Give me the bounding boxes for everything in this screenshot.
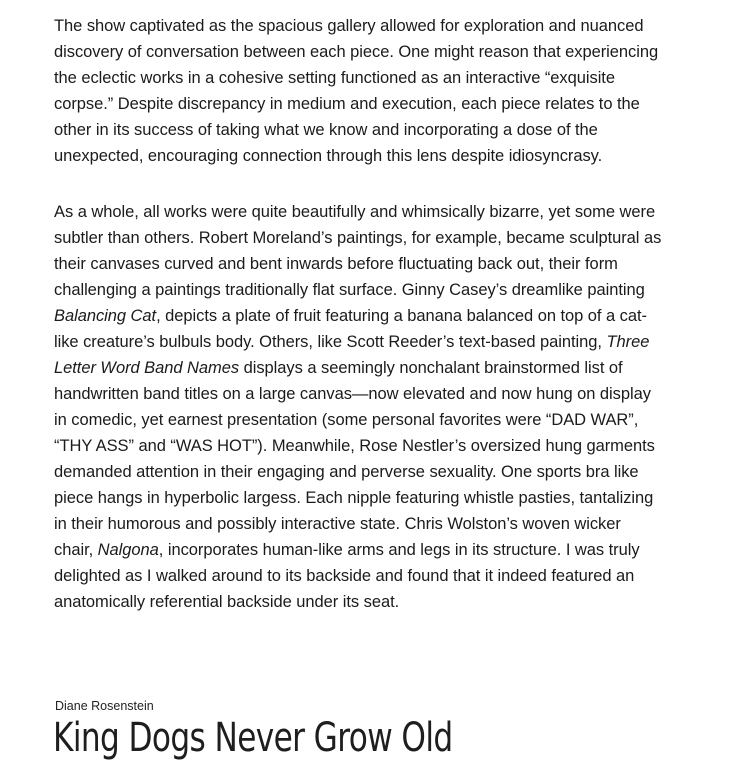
artwork-title-balancing-cat: Balancing Cat — [54, 307, 157, 325]
paragraph-2-text-1: As a whole, all works were quite beautifully and whimsically bizarre, yet some were subtler than others. Robert Moreland’s paintings, for example, became sculptural as their canvases curved and bent inwards before fluctuating back out, their form challenging a paintings traditionally flat surface. Ginny Casey’s dreamlike painting — [54, 203, 662, 299]
paragraph-2-text-3: displays a seemingly nonchalant brainstormed list of handwritten band titles on a large canvas—now elevated and now hung on display in comedic, yet earnest presentation (some personal favorites were “DAD WAR”, “THY ASS” and “WAS HOT”). Meanwhile, Rose Nestler’s oversized hung garments demanded attention in their engaging and perverse sexuality. One sports bra like piece hangs in hyperbolic largess. Each nipple featuring whistle pasties, tantalizing in their humorous and possibly interactive state. Chris Wolston’s woven wicker chair, — [54, 359, 655, 559]
next-post-title[interactable]: King Dogs Never Grow Old — [53, 715, 453, 761]
article-paragraph-2 — [54, 199, 664, 615]
paragraph-2-text-2: , depicts a plate of fruit featuring a banana balanced on top of a cat-like creature’s bulbuls body. Others, like Scott Reeder’s text-based painting, — [54, 307, 647, 351]
artwork-title-nalgona: Nalgona — [97, 541, 159, 559]
artwork-title-three-letter-word-band-names: Three Letter Word Band Names — [54, 333, 650, 377]
article-body — [54, 13, 664, 615]
next-post-author[interactable]: Diane Rosenstein — [55, 699, 154, 713]
article-paragraph-1: The show captivated as the spacious gallery allowed for exploration and nuanced discovery of conversation between each piece. One might reason that experiencing the eclectic works in a cohesive setting functioned as an interactive “exquisite corpse.” Despite discrepancy in medium and execution, each piece relates to the other in its success of taking what we know and incorporating a dose of the unexpected, encouraging connection through this lens despite idiosyncrasy. — [54, 17, 659, 165]
paragraph-2-text-4: , incorporates human-like arms and legs in its structure. I was truly delighted as I walked around to its backside and found that it indeed featured an anatomically referential backside under its seat. — [54, 541, 640, 611]
